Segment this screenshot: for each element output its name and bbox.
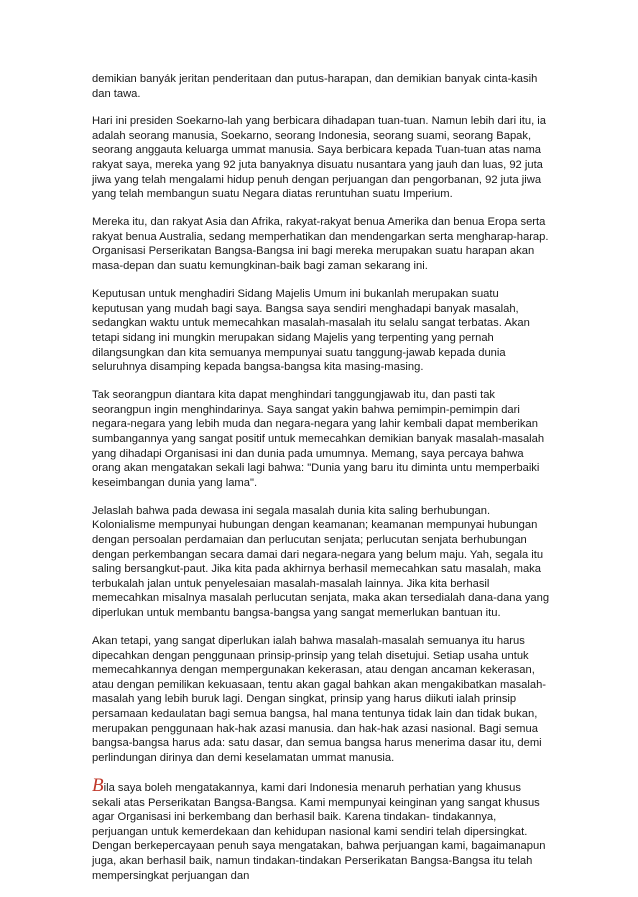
paragraph-7: Akan tetapi, yang sangat diperlukan ialah bahwa masalah-masalah semuanya itu harus dipecahkan dengan penggunaan prinsip-prinsip yang telah disetujui. Setiap usaha untuk memecahkannya dengan mempergunakan kekerasan, atau dengan ancaman kekerasan, atau dengan pemilikan kekuasaan, tentu akan gagal bahkan akan mengakibatkan masalah-masalah yang lebih buruk lagi. Dengan singkat, prinsip yang harus diikuti ialah prinsip persamaan kedaulatan bagi semua bangsa, hal mana tentunya tidak lain dan tidak bukan, merupakan penggunaan hak-hak azasi manusia. dan hak-hak azasi nasional. Bagi semua bangsa-bangsa harus ada: satu dasar, dan semua bangsa harus menerima dasar itu, demi perlindungan dirinya dan demi keselamatan ummat manusia. — [92, 635, 547, 764]
paragraph-1: demikian banyák jeritan penderitaan dan putus-harapan, dan demikian banyak cinta-kasih dan tawa. — [92, 73, 538, 100]
dropcap-letter: B — [92, 774, 104, 796]
paragraph-6: Jelaslah bahwa pada dewasa ini segala masalah dunia kita saling berhubungan. Kolonialisme mempunyai hubungan dengan keamanan; keamanan mempunyai hubungan dengan persoalan perdamaian dan perlucutan senjata; perlucutan senjata berhubungan dengan perkembangan secara damai dari negara-negara yang belum maju. Yah, segala itu saling bersangkut-paut. Jika kita pada akhirnya berhasil memecahkan satu masalah, maka terbukalah jalan untuk penyelesaian masalah-masalah lainnya. Jika kita berhasil memecahkan misalnya masalah perlucutan senjata, maka akan tersedialah dana-dana yang diperlukan untuk membantu bangsa-bangsa yang sangat memerlukan bantuan itu. — [92, 504, 550, 619]
paragraph-3: Mereka itu, dan rakyat Asia dan Afrika, rakyat-rakyat benua Amerika dan benua Eropa serta rakyat benua Australia, sedang memperhatikan dan mendengarkan serta mengharap-harap. Organisasi Perserikatan Bangsa-Bangsa ini bagi mereka merupakan suatu harapan akan masa-depan dan suatu kemungkinan-baik bagi zaman sekarang ini. — [92, 216, 549, 273]
document-page — [92, 72, 550, 897]
paragraph-4: Keputusan untuk menghadiri Sidang Majelis Umum ini bukanlah merupakan suatu keputusan yang mudah bagi saya. Bangsa saya sendiri menghadapi banyak masalah, sedangkan waktu untuk memecahkan masalah-masalah itu selalu sangat terbatas. Akan tetapi sidang ini mungkin merupakan sidang Majelis yang terpenting yang pernah dilangsungkan dan kita semuanya mempunyai suatu tanggung-jawab kepada dunia seluruhnya disamping kepada bangsa-bangsa kita masing-masing. — [92, 288, 530, 374]
paragraph-8-text: ila saya boleh mengatakannya, kami dari Indonesia menaruh perhatian yang khusus sekali atas Perserikatan Bangsa-Bangsa. Kami mempunyai keinginan yang sangat khusus agar Organisasi ini berkembang dan berhasil baik. Karena tindakan- tindakannya, perjuangan untuk kemerdekaan dan kehidupan nasional kami sendiri telah dipersingkat. Dengan berkepercayaan penuh saya mengatakan, bahwa perjuangan kami, bagaimanapun juga, akan berhasil baik, namun tindakan-tindakan Perserikatan Bangsa-Bangsa itu telah mempersingkat perjuangan dan — [92, 781, 546, 882]
paragraph-5: Tak seorangpun diantara kita dapat menghindari tanggungjawab itu, dan pasti tak seorangpun ingin menghindarinya. Saya sangat yakin bahwa pemimpin-pemimpin dari negara-negara yang lebih muda dan negara-negara yang lahir kembali dapat memberikan sumbangannya yang sangat positif untuk memecahkan demikian banyak masalah-masalah yang dihadapi Organisasi ini dan dunia pada umumnya. Memang, saya percaya bahwa orang akan mengatakan sekali lagi bahwa: "Dunia yang baru itu diminta untu memperbaiki keseimbangan dunia yang lama". — [92, 389, 545, 489]
paragraph-2: Hari ini presiden Soekarno-lah yang berbicara dihadapan tuan-tuan. Namun lebih dari itu, ia adalah seorang manusia, Soekarno, seorang Indonesia, seorang suami, seorang Bapak, seorang anggauta keluarga ummat manusia. Saya berbicara kepada Tuan-tuan atas nama rakyat saya, mereka yang 92 juta banyaknya disuatu nusantara yang jauh dan luas, 92 juta jiwa yang telah mengalami hidup penuh dengan perjuangan dan pengorbanan, 92 juta jiwa yang telah membangun suatu Negara diatas reruntuhan suatu Imperium. — [92, 115, 546, 201]
paragraph-8 — [92, 774, 550, 883]
